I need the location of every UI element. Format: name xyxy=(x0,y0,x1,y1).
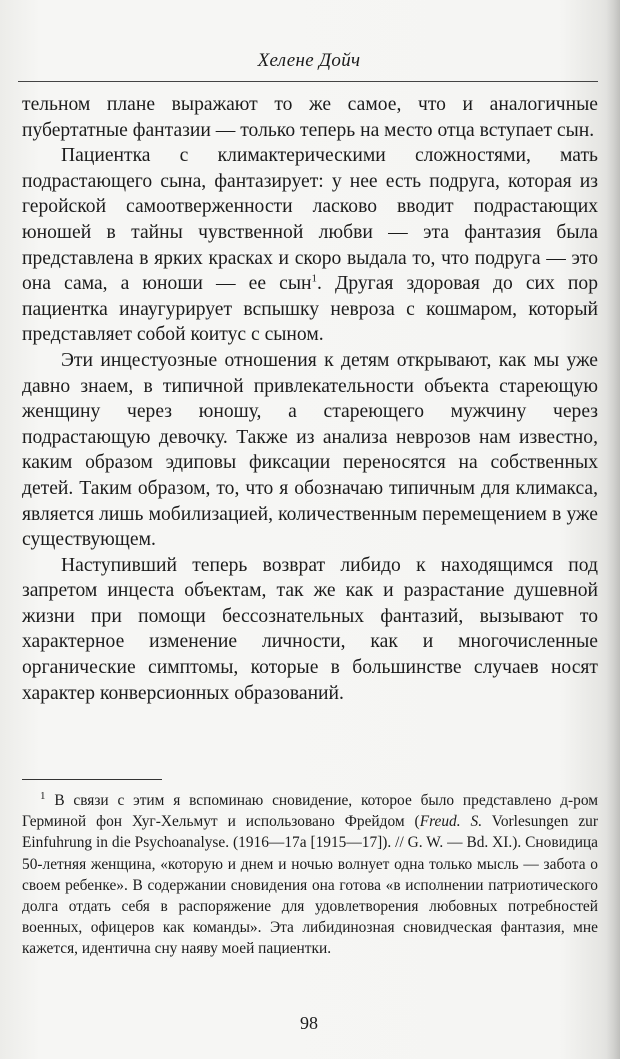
paragraph-2-text: Пациентка с климактерическими сложностями, мать подрастающего сына, фантазирует: у нее есть подруга, которая из геройской самоотверженности ласково вводит подрастающих юношей в тайны чувственной любви — эта фантазия была представлена в ярких красках и скоро выдала то, что подруга — это она сама, а юноши — ее сын xyxy=(22,145,598,295)
paragraph-2 xyxy=(22,143,598,348)
paragraph-3: Эти инцестуозные отношения к детям открывают, как мы уже давно знаем, в типичной привлекательности объекта стареющую женщину через юношу, а стареющего мужчину через подрастающую девочку. Также из анализа неврозов нам известно, каким образом эдиповы фиксации переносятся на собственных детей. Таким образом, то, что я обозначаю типичным для климакса, является лишь мобилизацией, количественным перемещением в уже существующем. xyxy=(22,349,598,551)
header-rule xyxy=(18,81,598,82)
page-edge-shadow xyxy=(606,0,620,1059)
running-header: Хелене Дойч xyxy=(257,50,361,71)
footnote-marker: 1 xyxy=(40,789,46,802)
paragraph-1: тельном плане выражают то же самое, что и аналогичные пубертатные фантазии — только теперь на место отца вступает сын. xyxy=(22,94,598,141)
footnote-text xyxy=(22,790,598,960)
page-number: 98 xyxy=(300,1013,318,1033)
paragraph-4: Наступивший теперь возврат либидо к находящимся под запретом инцеста объектам, так же как и разрастание душевной жизни при помощи бессознательных фантазий, вызывают то характерное изменение личности, как и многочисленные органические симптомы, которые в большинстве случаев носят характер конверсионных образований. xyxy=(22,554,598,704)
footnote-reference[interactable]: 1 xyxy=(311,272,317,285)
footnote-text-end: Vorlesungen zur Einfuhrung in die Psychoanalyse. (1916—17a [1915—17]). // G. W. — Bd. XI.). Сновидица 50-летняя женщина, «которую и днем и ночью волнует одна только мысль — забота о своем ребенке». В содержании сновидения она готова «в исполнении патриотического долга отдать себя в распоряжение для удовлетворения любовных потребностей военных, офицеров как команды». Эта либидинозная сновидческая фантазия, мне кажется, идентична сну наяву моей пациентки. xyxy=(22,813,598,958)
main-text xyxy=(22,92,598,706)
footnote-author-italic: Freud. S. xyxy=(419,813,483,831)
footnote-text-start: В связи с этим я вспоминаю сновидение, которое было представлено д-ром Герминой фон Хуг-Хельмут и использовано Фрейдом ( xyxy=(22,792,598,831)
footnote-rule xyxy=(22,779,162,780)
paragraph-2-tail: . Другая здоровая до сих пор пациентка инаугурирует вспышку невроза с кошмаром, который представляет собой коитус с сыном. xyxy=(22,273,599,346)
footnote xyxy=(22,790,598,960)
